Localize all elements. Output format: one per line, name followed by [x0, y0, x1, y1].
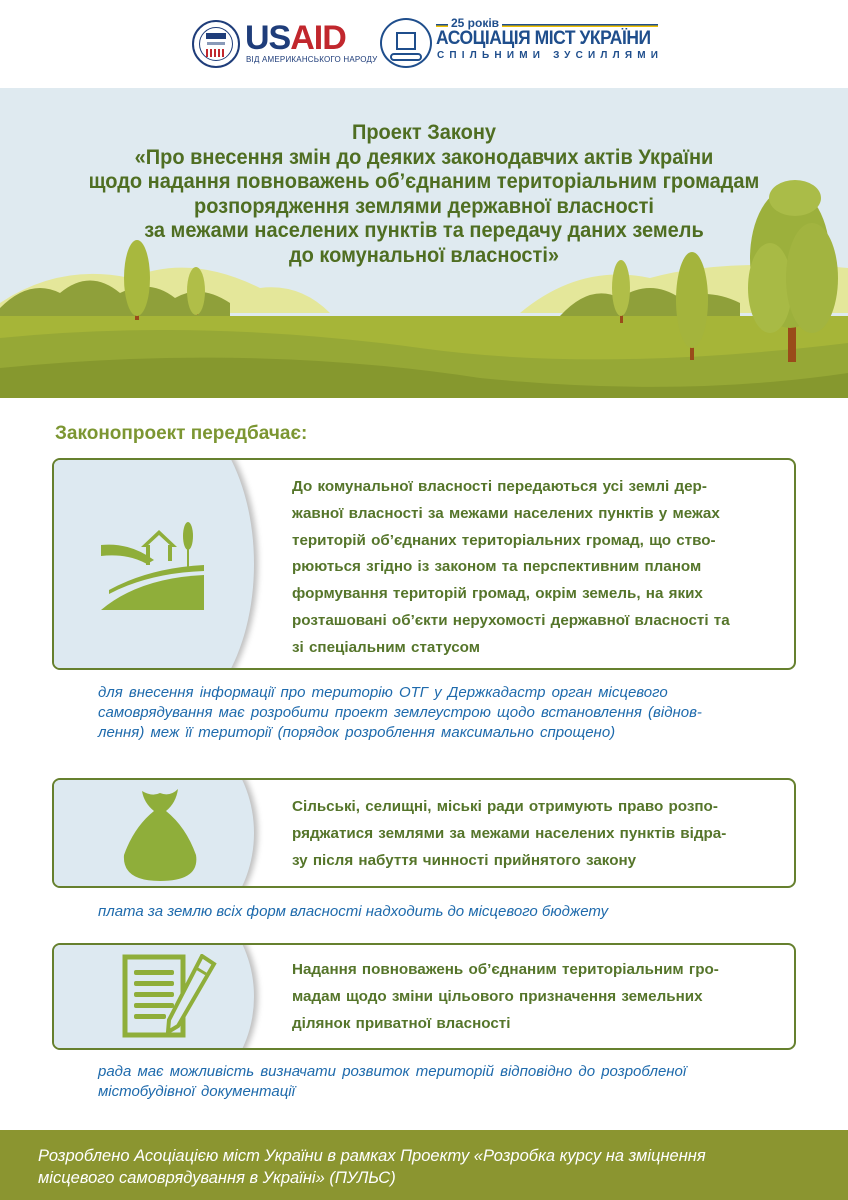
footer-credit — [38, 1145, 818, 1189]
provision-line: розташовані об’єкти нерухомості державної власності та — [292, 611, 730, 629]
header-logos — [0, 0, 848, 88]
law-title — [30, 120, 819, 267]
castle-icon — [396, 32, 416, 50]
provision-line: жавної власності за межами населених пунктів у межах — [292, 504, 720, 522]
note-line: самоврядування має розробити проект землеустрою щодо встановлення (віднов- — [98, 704, 702, 721]
law-title-line: Проект Закону — [351, 120, 497, 144]
money-bag-icon — [120, 785, 200, 885]
note-line: рада має можливість визначати розвиток територій відповідно до розробленої — [98, 1063, 687, 1080]
provision-note — [98, 683, 764, 743]
law-title-line: до комунальної власності» — [288, 242, 560, 267]
seal-stripes — [206, 49, 226, 57]
usaid-wordmark — [245, 21, 346, 55]
provision-line: ділянок приватної власності — [292, 1015, 511, 1032]
provision-card — [52, 943, 796, 1050]
law-title-line: «Про внесення змін до деяких законодавчих актів України — [134, 144, 714, 169]
provision-line: Сільські, селищні, міські ради отримують право розпо- — [292, 798, 718, 815]
provision-line: зі спеціальним статусом — [292, 638, 480, 656]
law-title-line: за межами населених пунктів та передачу даних земель — [144, 218, 704, 242]
usaid-aid: AID — [290, 19, 346, 57]
law-title-line: розпорядження землями державної власності — [193, 193, 654, 218]
law-title-line: щодо надання повноважень об’єднаним територіальним громадам — [88, 169, 760, 193]
usaid-subtitle: ВІД АМЕРИКАНСЬКОГО НАРОДУ — [246, 55, 378, 64]
provision-line: територій об’єднаних територіальних громад, що ство- — [292, 531, 716, 549]
seal-handshake — [207, 42, 225, 45]
footer-line: місцевого самоврядування в Україні» (ПУЛЬС) — [38, 1169, 396, 1187]
footer-line: Розроблено Асоціацією міст України в рамках Проекту «Розробка курсу на зміцнення — [38, 1147, 706, 1165]
knot-icon — [390, 53, 422, 61]
amu-title: АСОЦІАЦІЯ МІСТ УКРАЇНИ — [436, 28, 651, 49]
provision-card — [52, 778, 796, 888]
provision-line: мадам щодо зміни цільового призначення земельних — [292, 988, 703, 1005]
note-line: для внесення інформації про територію ОТГ у Держкадастр орган місцевого — [98, 684, 668, 701]
provision-card — [52, 458, 796, 670]
provision-line: зу після набуття чинності прийнятого закону — [292, 852, 637, 869]
provision-line: Надання повноважень об’єднаним територіальним гро- — [292, 961, 719, 978]
land-house-tree-icon — [99, 520, 209, 610]
provision-text — [292, 793, 776, 874]
hero-banner — [0, 88, 848, 398]
usaid-seal-logo — [192, 20, 240, 68]
provision-line: До комунальної власності передаються усі землі дер- — [292, 478, 707, 495]
provision-note — [98, 1062, 764, 1102]
amu-subtitle: СПІЛЬНИМИ ЗУСИЛЛЯМИ — [437, 50, 664, 61]
provision-note — [98, 902, 764, 922]
provision-text — [292, 956, 776, 1037]
provision-line: рюються згідно із законом та перспективним планом — [292, 558, 702, 576]
note-line: лення) меж її території (порядок розроблення максимально спрощено) — [98, 724, 616, 741]
note-line: містобудівної документації — [98, 1083, 295, 1100]
usaid-us: US — [245, 19, 291, 57]
note-line: плата за землю всіх форм власності надходить до місцевого бюджету — [98, 903, 609, 920]
document-pencil-icon — [122, 954, 218, 1040]
section-heading: Законопроект передбачає: — [55, 423, 308, 444]
provision-line: ряджатися землями за межами населених пунктів відра- — [292, 825, 727, 842]
footer — [0, 1130, 848, 1200]
provision-text — [292, 474, 776, 662]
amu-years: 25 років — [448, 16, 502, 30]
provision-line: формування територій громад, окрім земель, на яких — [292, 585, 703, 603]
tree — [187, 267, 205, 315]
amu-seal-logo — [380, 18, 432, 68]
seal-tag — [206, 33, 226, 39]
